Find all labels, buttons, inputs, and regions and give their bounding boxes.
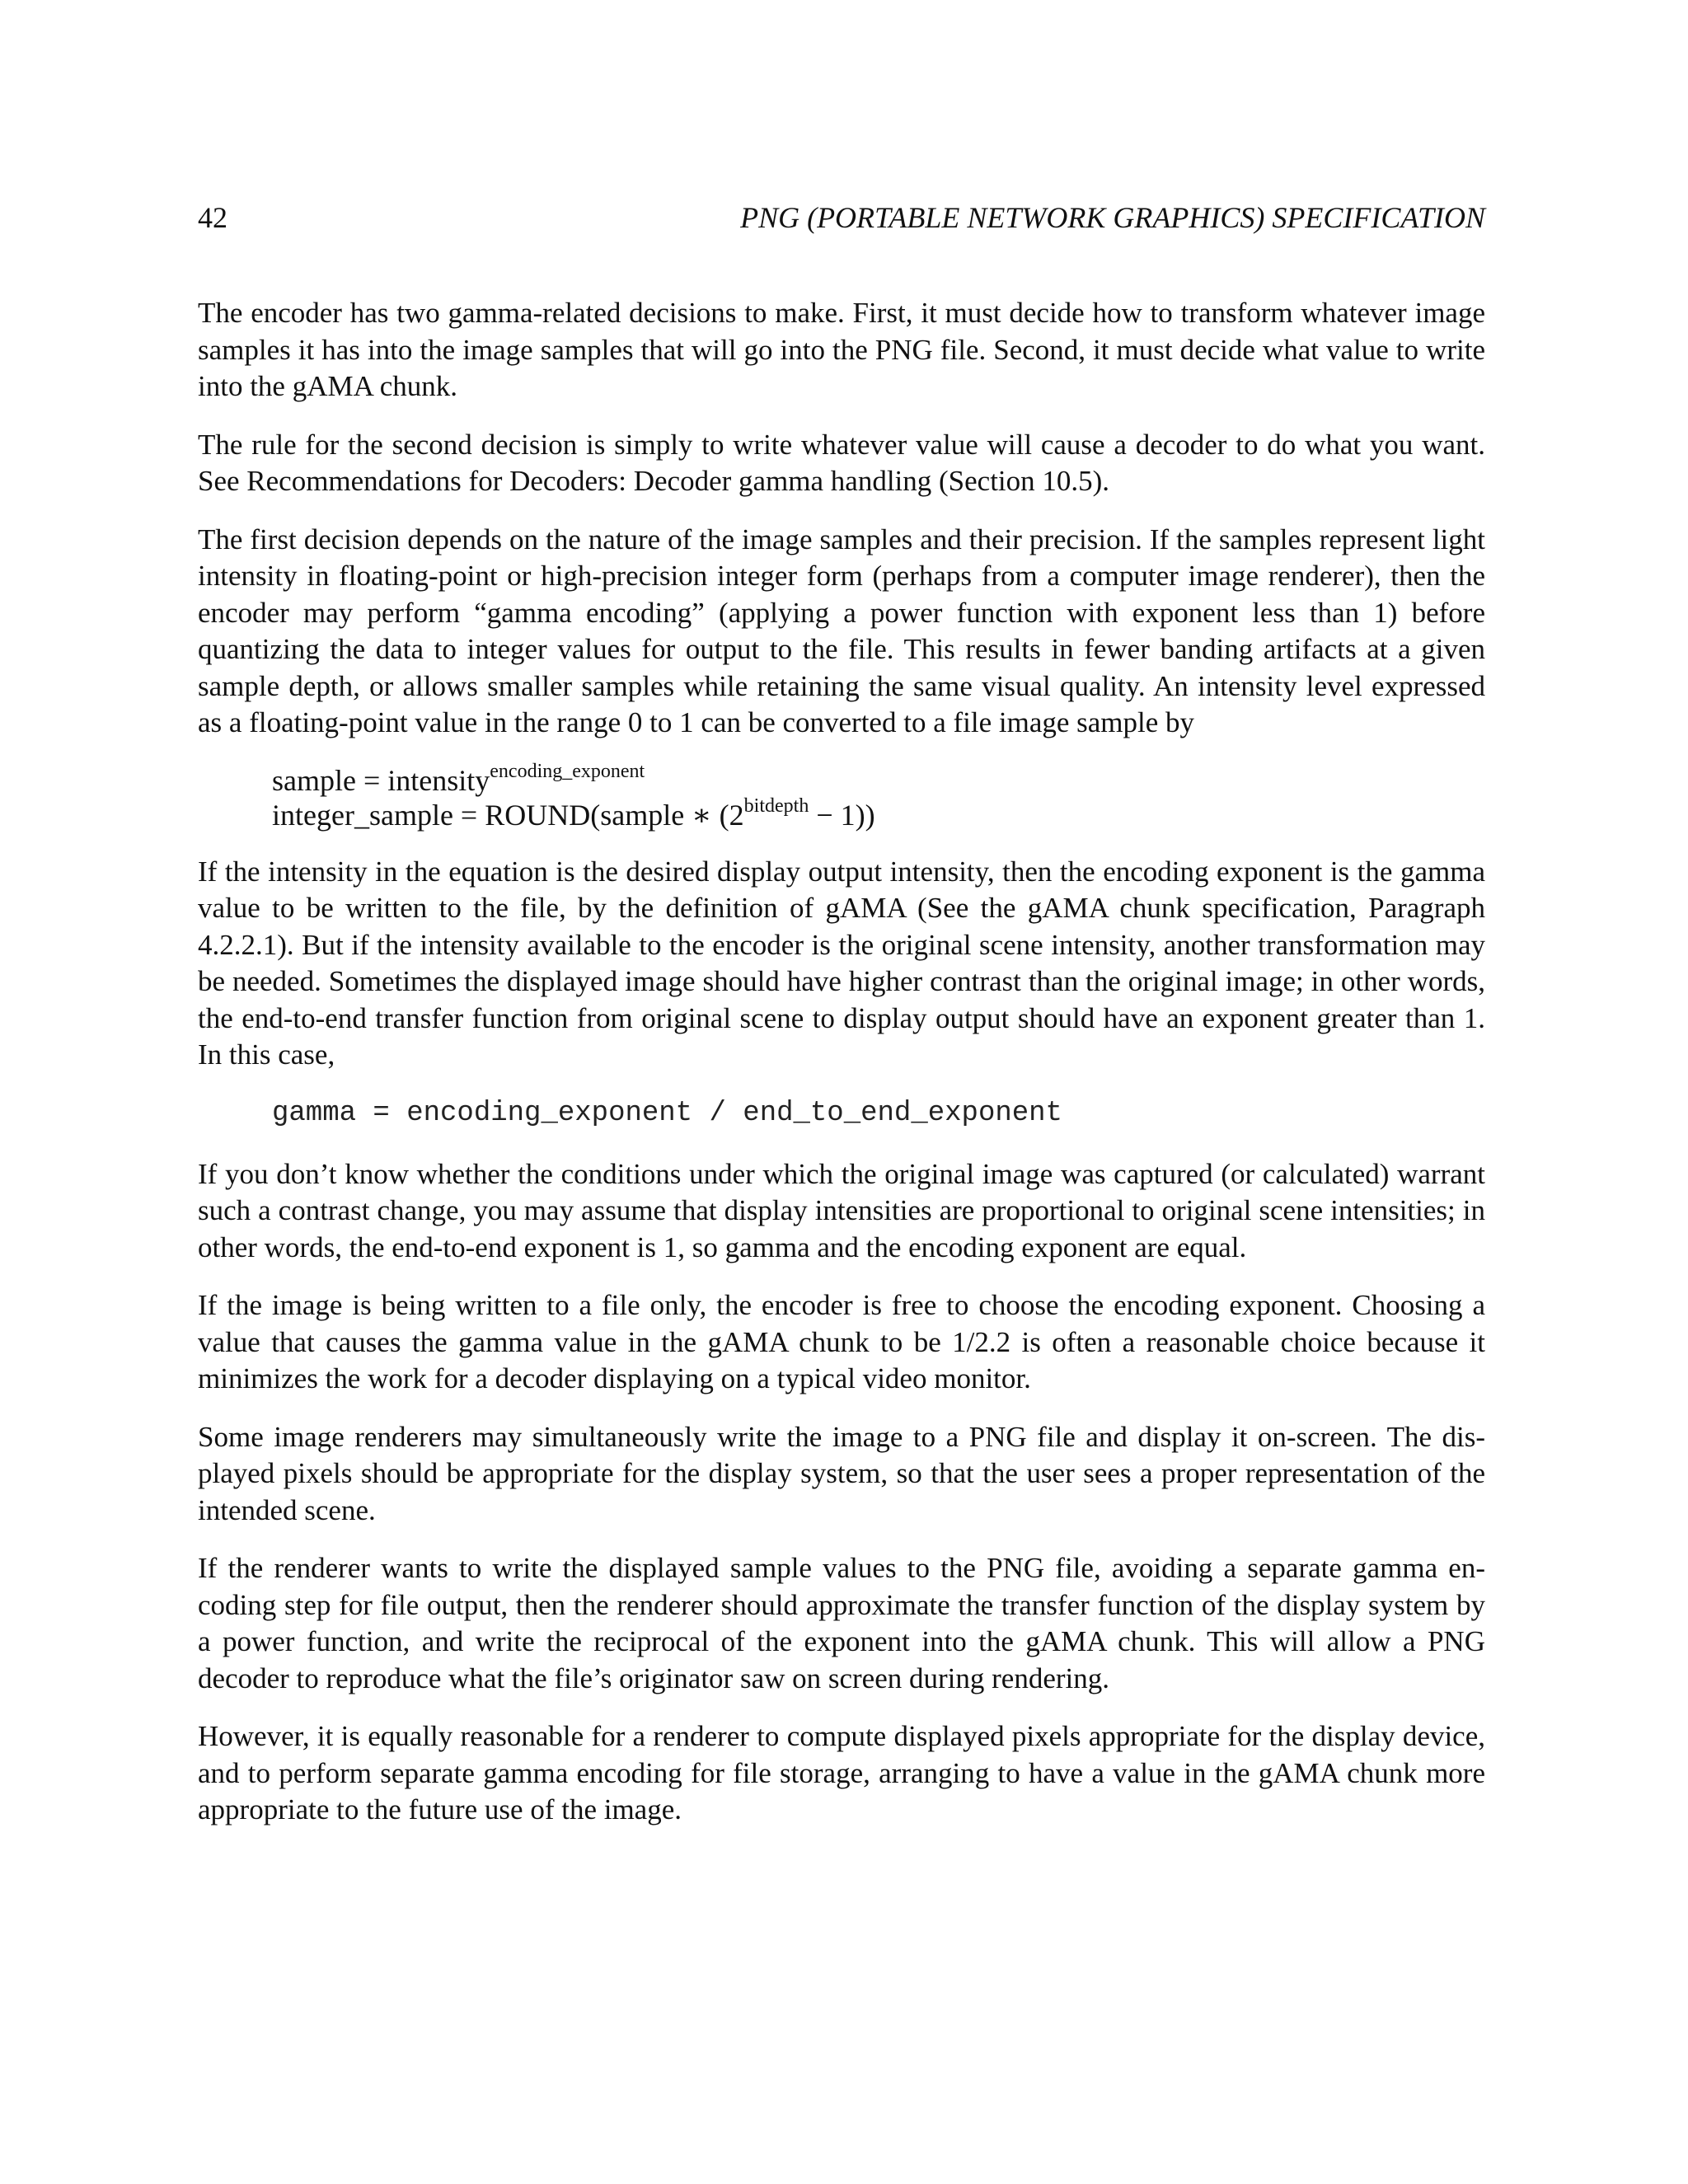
- paragraph-separate-encoding: However, it is equally reasonable for a renderer to compute displayed pixels appropriate for the display device, and to perform separate gamma encoding for file storage, arranging to have a value in the gAMA chunk more appropriate to the future use of the image.: [198, 1720, 1485, 1825]
- integer-sample-equation-exponent: bitdepth: [743, 794, 809, 817]
- page-header: [198, 199, 1485, 236]
- gamma-formula: gamma = encoding_exponent / end_to_end_exponent: [272, 1097, 1062, 1129]
- sample-equation: [272, 760, 1485, 798]
- body-text: [198, 295, 1485, 1850]
- sample-equations: [272, 760, 1485, 832]
- running-title: PNG (PORTABLE NETWORK GRAPHICS) SPECIFICATION: [740, 201, 1485, 234]
- sample-equation-base: sample = intensity: [272, 763, 490, 797]
- paragraph-renderers-onscreen: Some image renderers may simultaneously write the image to a PNG file and display it on-screen. The displayed pixels should be appropriate for the display system, so that the user sees a proper representation of the intended scene.: [198, 1420, 1485, 1526]
- page-number: 42: [198, 201, 227, 234]
- paragraph-gamma-decisions: The encoder has two gamma-related decisions to make. First, it must decide how to transform whatever image samples it has into the image samples that will go into the PNG file. Second, it must decide what value to write into the gAMA chunk.: [198, 297, 1485, 402]
- paragraph-file-only: If the image is being written to a file only, the encoder is free to choose the encoding exponent. Choosing a value that causes the gamma value in the gAMA chunk to be 1/2.2 is often a reasonable choice because it minimizes the work for a decoder displaying on a typical video monitor.: [198, 1289, 1485, 1394]
- sample-equation-exponent: encoding_exponent: [490, 760, 645, 782]
- paragraph-second-decision: The rule for the second decision is simply to write whatever value will cause a decoder to do what you want. See Recommendations for Decoders: Decoder gamma handling (Section 10.5).: [198, 428, 1485, 497]
- integer-sample-equation-prefix: integer_sample = ROUND(sample ∗ (2: [272, 798, 744, 832]
- integer-sample-equation-suffix: − 1)): [809, 798, 875, 832]
- paragraph-contrast-change: If you don’t know whether the conditions under which the original image was captured (or calculated) warrant such a contrast change, you may assume that display intensities are proportional to original scene intensities; in other words, the end-to-end exponent is 1, so gamma and the encoding exponent are equal.: [198, 1157, 1485, 1263]
- paragraph-first-decision: The first decision depends on the nature of the image samples and their precision. If the samples represent light intensity in floating-point or high-precision integer form (perhaps from a computer image renderer), then the encoder may perform “gamma encoding” (applying a power function with exponent less than 1) before quantizing the data to integer values for output to the file. This results in fewer banding artifacts at a given sample depth, or allows smaller samples while retaining the same visual quality. An intensity level expressed as a floating-point value in the range 0 to 1 can be converted to a file image sample by: [198, 523, 1485, 738]
- paragraph-write-displayed-samples: If the renderer wants to write the displayed sample values to the PNG file, avoiding a separate gamma encoding step for file output, then the renderer should approximate the transfer function of the display system by a power function, and write the reciprocal of the exponent into the gAMA chunk. This will allow a PNG decoder to reproduce what the file’s originator saw on screen during rendering.: [198, 1552, 1485, 1694]
- paragraph-display-intensity: If the intensity in the equation is the desired display output intensity, then the encoding exponent is the gamma value to be written to the file, by the definition of gAMA (See the gAMA chunk specification, Paragraph 4.2.2.1). But if the intensity available to the encoder is the original scene intensity, another transformation may be needed. Sometimes the displayed image should have higher contrast than the original image; in other words, the end-to-end transfer function from original scene to display output should have an exponent greater than 1. In this case,: [198, 855, 1485, 1071]
- integer-sample-equation: [272, 794, 1485, 832]
